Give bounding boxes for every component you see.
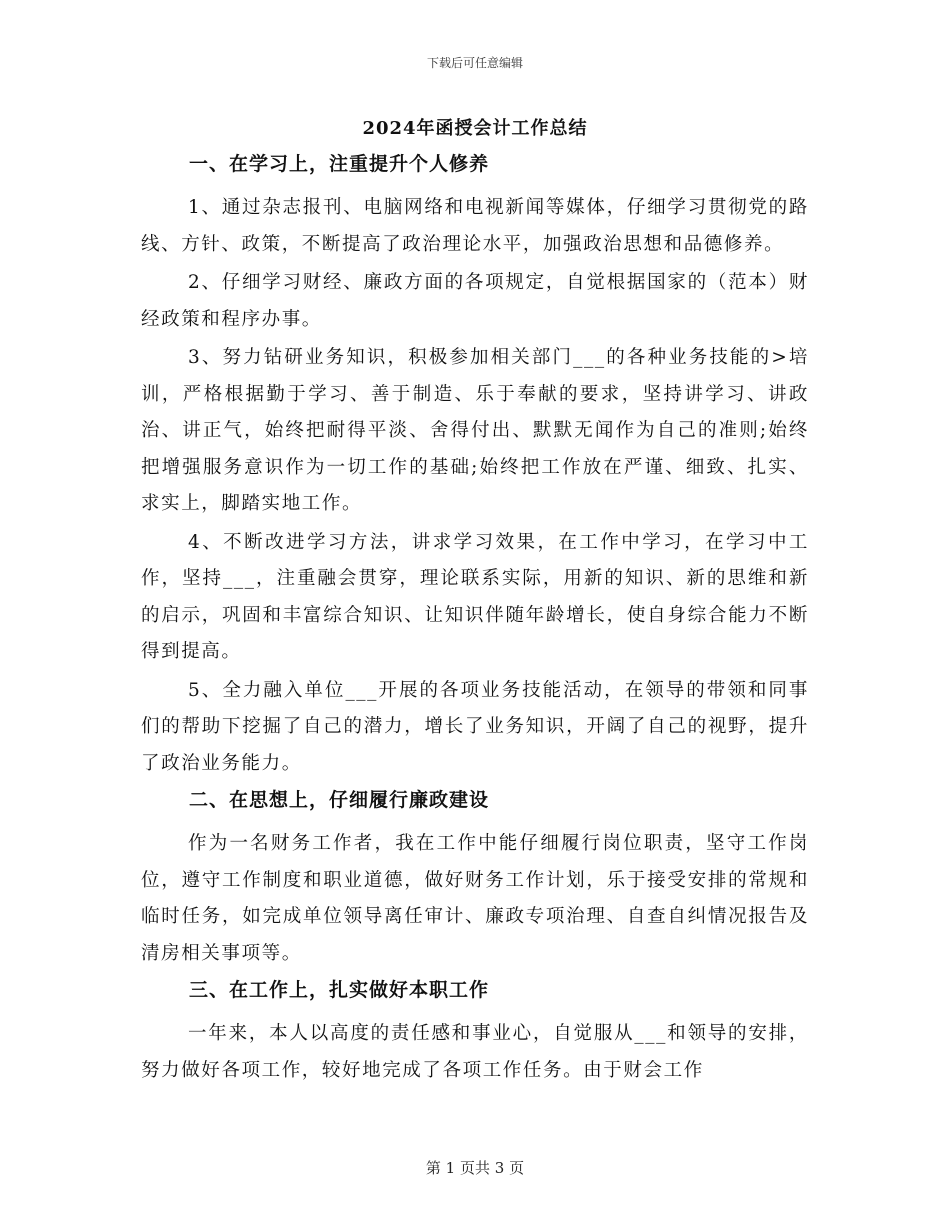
paragraph: 5、全力融入单位___开展的各项业务技能活动，在领导的带领和同事们的帮助下挖掘了自己的潜力，增长了业务知识，开阔了自己的视野，提升了政治业务能力。	[141, 679, 809, 774]
paragraph: 4、不断改进学习方法，讲求学习效果，在工作中学习，在学习中工作，坚持___，注重融会贯穿，理论联系实际，用新的知识、新的思维和新的启示，巩固和丰富综合知识、让知识伴随年龄增长，使自身综合能力不断得到提高。	[141, 531, 809, 662]
paragraph: 一年来，本人以高度的责任感和事业心，自觉服从___和领导的安排，努力做好各项工作，较好地完成了各项工作任务。由于财会工作	[141, 1023, 809, 1081]
section-heading-1: 一、在学习上，注重提升个人修养	[189, 153, 490, 175]
paragraph: 1、通过杂志报刊、电脑网络和电视新闻等媒体，仔细学习贯彻党的路线、方针、政策，不断提高了政治理论水平，加强政治思想和品德修养。	[141, 197, 809, 255]
paragraph: 作为一名财务工作者，我在工作中能仔细履行岗位职责，坚守工作岗位，遵守工作制度和职业道德，做好财务工作计划，乐于接受安排的常规和临时任务，如完成单位领导离任审计、廉政专项治理、自查自纠情况报告及清房相关事项等。	[141, 833, 809, 964]
section-heading-2: 二、在思想上，仔细履行廉政建设	[189, 789, 490, 811]
header-note: 下载后可任意编辑	[426, 56, 523, 70]
document-title: 2024年函授会计工作总结	[362, 118, 588, 139]
section-heading-3: 三、在工作上，扎实做好本职工作	[189, 979, 490, 1001]
paragraph: 2、仔细学习财经、廉政方面的各项规定，自觉根据国家的（范本）财经政策和程序办事。	[141, 272, 809, 330]
document-body	[141, 150, 809, 1091]
page-indicator: 第 1 页共 3 页	[425, 1159, 525, 1177]
paragraph: 3、努力钻研业务知识，积极参加相关部门___的各种业务技能的>培训，严格根据勤于学习、善于制造、乐于奉献的要求，坚持讲学习、讲政治、讲正气，始终把耐得平淡、舍得付出、默默无闻作为自己的准则;始终把增强服务意识作为一切工作的基础;始终把工作放在严谨、细致、扎实、求实上，脚踏实地工作。	[141, 347, 809, 514]
